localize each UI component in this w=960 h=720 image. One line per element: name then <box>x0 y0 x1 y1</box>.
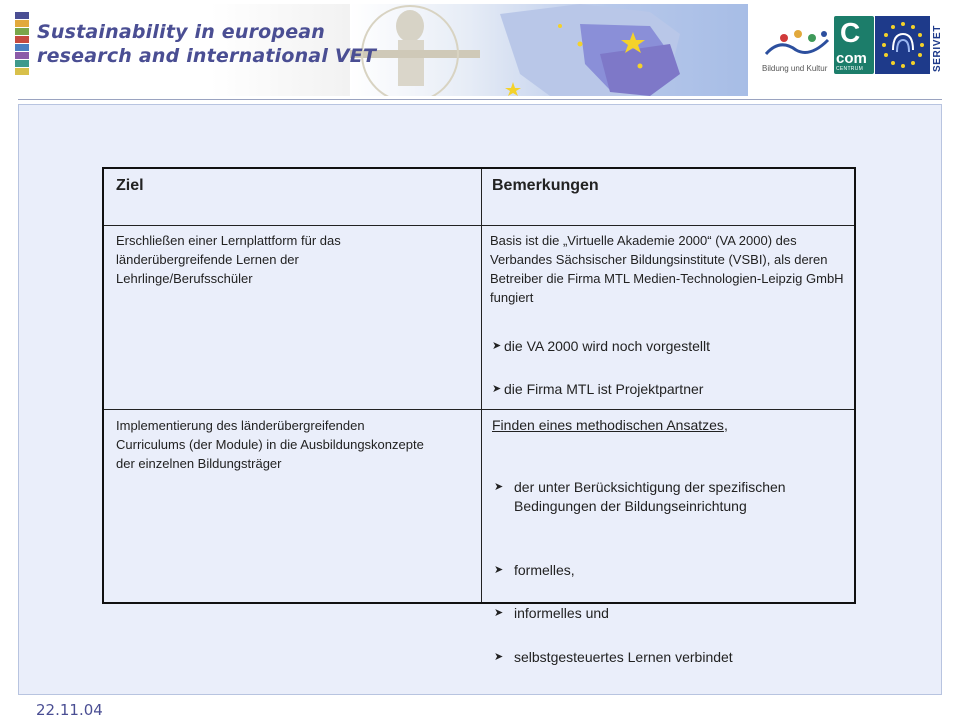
title-line-2: research and international VET <box>37 45 377 67</box>
table-row-2-bullet-2 <box>492 561 842 580</box>
remark-intro-suffix: , <box>723 417 728 433</box>
table-header-ziel: Ziel <box>116 177 144 194</box>
serivet-label: SERIVET <box>932 25 943 72</box>
arrow-bullet-icon: ➤ <box>494 564 504 576</box>
table-row-1-bullet-2 <box>492 380 842 399</box>
europe-map-banner <box>350 4 748 96</box>
arrow-bullet-icon: ➤ <box>494 651 504 663</box>
eu-stars-logo <box>875 16 931 74</box>
table-row-1-bullet-1 <box>492 337 842 356</box>
bildung-und-kultur-label: Bildung und Kultur <box>762 64 828 73</box>
color-strip-decoration <box>15 12 29 74</box>
table-row-2-bullet-4 <box>492 648 842 667</box>
com-logo-subtext: CENTRUM <box>836 66 864 72</box>
table-header-divider <box>104 225 854 226</box>
remark-intro-text: Finden eines methodischen Ansatzes <box>492 417 724 433</box>
table-column-divider <box>481 169 482 602</box>
table-row-divider <box>104 409 854 410</box>
table-row-2-bullet-3 <box>492 604 842 623</box>
table-row-1-remark: Basis ist die „Virtuelle Akademie 2000“ (VA 2000) des Verbandes Sächsischer Bildungsinstitute (VSBI), als deren Betreiber die Firma MTL Medien-Technologien-Leipzig GmbH fungiert <box>490 233 844 305</box>
title-line-1: Sustainability in european <box>37 21 326 43</box>
table-row-1-goal: Erschließen einer Lernplattform für das länderübergreifende Lernen der Lehrlinge/Berufsschüler <box>116 233 341 286</box>
header-divider <box>18 99 942 100</box>
bullet-text: formelles, <box>514 562 575 578</box>
table-row-2-goal: Implementierung des länderübergreifenden Curriculums (der Module) in die Ausbildungskonzepte der einzelnen Bildungsträger <box>116 418 424 471</box>
table-header-bemerkungen: Bemerkungen <box>492 177 599 194</box>
com-centrum-logo <box>834 16 874 74</box>
bullet-text: selbstgesteuertes Lernen verbindet <box>514 649 733 665</box>
goals-table <box>102 167 856 665</box>
arrow-bullet-icon: ➤ <box>492 340 502 352</box>
header-banner <box>0 0 960 100</box>
bildung-und-kultur-logo <box>762 28 832 78</box>
bullet-text: die VA 2000 wird noch vorgestellt <box>504 338 710 354</box>
com-logo-text: com <box>836 50 867 67</box>
arrow-bullet-icon: ➤ <box>492 383 502 395</box>
serivet-logo <box>930 16 944 74</box>
table-row-2-bullet-1 <box>492 478 842 516</box>
slide-date: 22.11.04 <box>36 701 103 719</box>
presentation-title <box>37 20 376 68</box>
table-row-2-remark-intro <box>492 416 842 435</box>
arrow-bullet-icon: ➤ <box>494 607 504 619</box>
arrow-bullet-icon: ➤ <box>494 481 504 493</box>
bullet-text: die Firma MTL ist Projektpartner <box>504 381 704 397</box>
bullet-text: informelles und <box>514 605 609 621</box>
bullet-text: der unter Berücksichtigung der spezifischen Bedingungen der Bildungseinrichtung <box>514 479 786 514</box>
com-c-glyph: C <box>840 17 861 48</box>
